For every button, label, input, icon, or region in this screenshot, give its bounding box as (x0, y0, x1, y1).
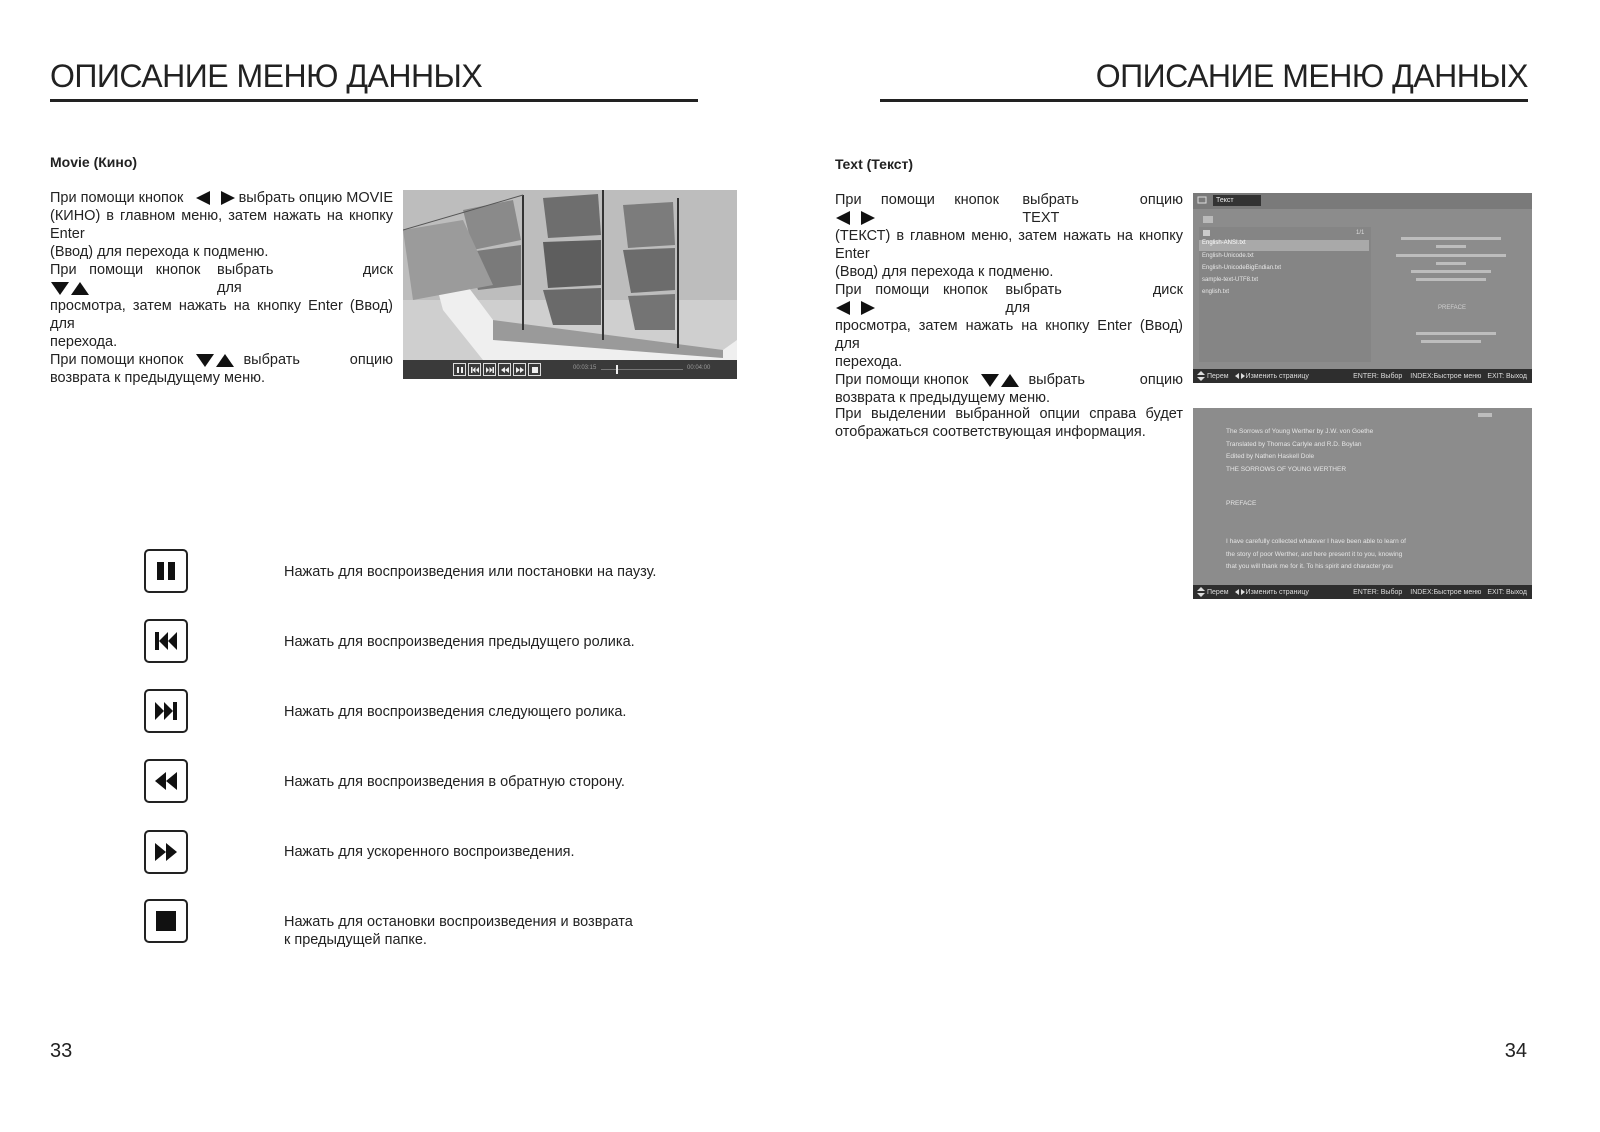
fast-forward-icon (144, 830, 188, 874)
text-line: перехода. (835, 354, 903, 370)
legend-text-line: к предыдущей папке. (284, 932, 427, 948)
reader-line: THE SORROWS OF YOUNG WERTHER (1226, 465, 1347, 473)
left-right-arrows-icon (835, 210, 877, 226)
reader-text-top (1226, 426, 1373, 476)
text-line: возврата к предыдущему меню. (835, 390, 1050, 406)
text-line: (Ввод) для перехода к подменю. (50, 244, 269, 260)
fast-forward-icon (516, 366, 524, 374)
text-tab-icon (1197, 196, 1207, 204)
footer-exit: EXIT: Выход (1487, 372, 1527, 380)
text-run: выбрать диск для (216, 262, 393, 296)
reader-line: Translated by Thomas Carlyle and R.D. Boylan (1226, 440, 1362, 448)
title-rule-left (50, 99, 698, 102)
text-run: При помощи кнопок (835, 192, 999, 208)
text-line: возврата к предыдущему меню. (50, 370, 265, 386)
legend-text: Нажать для воспроизведения следующего ролика. (284, 704, 627, 720)
control-legend-stop (144, 899, 188, 943)
page-number-left: 33 (50, 1040, 73, 1062)
pause-icon (144, 549, 188, 593)
stop-icon (531, 366, 539, 374)
preview-text-lines (1376, 227, 1526, 362)
menu-footer (1193, 369, 1532, 383)
reader-line: that you will thank me for it. To his spirit and character you (1226, 563, 1393, 570)
next-icon (486, 366, 494, 374)
file-list-item[interactable]: sample-text-UTF8.txt (1202, 277, 1259, 283)
left-right-arrows-icon (195, 190, 237, 206)
page-number-right: 34 (1504, 1040, 1527, 1062)
control-legend-previous (144, 619, 188, 663)
text-line: (КИНО) в главном меню, затем нажать на кнопку Enter (50, 208, 393, 242)
reader-text-bottom (1226, 536, 1406, 574)
footer-index: INDEX:Быстрое меню (1410, 588, 1482, 596)
text-line: отображаться соответствующая информация. (835, 424, 1146, 440)
text-run: При помощи кнопок (835, 282, 988, 298)
legend-text: Нажать для воспроизведения предыдущего ролика. (284, 634, 635, 650)
reader-footer (1193, 585, 1532, 599)
text-run: выбрать (1028, 372, 1085, 388)
text-run: выбрать (243, 352, 300, 368)
reader-line: Edited by Nathen Haskell Dole (1226, 453, 1315, 460)
legend-text: Нажать для воспроизведения в обратную сторону. (284, 774, 625, 790)
left-right-arrows-icon (835, 300, 877, 316)
pause-button[interactable] (453, 363, 466, 376)
rewind-icon (501, 366, 509, 374)
next-button[interactable] (483, 363, 496, 376)
text-run: выбрать опцию MOVIE (238, 190, 393, 206)
text-line: просмотра, затем нажать на кнопку Enter (Ввод) для (835, 318, 1183, 352)
legend-text: Нажать для ускоренного воспроизведения. (284, 844, 575, 860)
reader-line: I have carefully collected whatever I have been able to learn of (1226, 538, 1406, 545)
footer-index: INDEX:Быстрое меню (1410, 372, 1482, 380)
legend-text-line: Нажать для остановки воспроизведения и возврата (284, 914, 633, 930)
up-down-arrows-icon (1197, 587, 1205, 597)
text-line: перехода. (50, 334, 118, 350)
control-legend-pause (144, 549, 188, 593)
text-line: При выделении выбранной опции справа будет (835, 406, 1183, 422)
left-right-arrows-icon (1235, 589, 1245, 595)
mini-controls (453, 363, 543, 376)
movie-description (50, 189, 393, 387)
progress-track[interactable] (601, 369, 683, 370)
pause-icon (456, 366, 464, 374)
preview-panel (1376, 227, 1526, 362)
reader-line: The Sorrows of Young Werther by J.W. von Goethe (1226, 428, 1374, 435)
control-legend-rewind (144, 759, 188, 803)
legend-text: Нажать для воспроизведения или постановки на паузу. (284, 564, 657, 580)
previous-icon (471, 366, 479, 374)
text-run: При помощи кнопок (50, 190, 184, 206)
file-list-item[interactable]: English-Unicode.txt (1202, 253, 1254, 259)
left-right-arrows-icon (1235, 373, 1245, 379)
reader-line: the story of poor Werther, and here present it to you, knowing (1226, 550, 1403, 558)
reader-preface: PREFACE (1226, 500, 1257, 507)
movie-screenshot (403, 190, 737, 379)
time-current: 00:03:15 (573, 365, 597, 371)
footer-page: Изменить страницу (1245, 588, 1309, 596)
text-run: При помощи кнопок (50, 262, 201, 278)
text-line: просмотра, затем нажать на кнопку Enter (Ввод) для (50, 298, 393, 332)
page-title-right: ОПИСАНИЕ МЕНЮ ДАННЫХ (1095, 58, 1528, 94)
text-run: выбрать опцию TEXT (1022, 192, 1183, 226)
text-run: опцию (349, 352, 393, 368)
footer-move: Перем (1207, 372, 1229, 380)
player-control-bar (403, 360, 737, 379)
folder-icon (1203, 215, 1213, 223)
page-title-left: ОПИСАНИЕ МЕНЮ ДАННЫХ (50, 58, 483, 94)
footer-page: Изменить страницу (1245, 372, 1309, 380)
footer-move: Перем (1207, 588, 1229, 596)
up-folder-icon (1203, 230, 1210, 236)
control-legend-fast-forward (144, 830, 188, 874)
rewind-button[interactable] (498, 363, 511, 376)
text-run: опцию (1139, 372, 1183, 388)
down-up-arrows-icon (50, 280, 90, 296)
previous-icon (144, 619, 188, 663)
page-count: 1/1 (1356, 230, 1365, 236)
text-line: (ТЕКСТ) в главном меню, затем нажать на кнопку Enter (835, 228, 1183, 262)
footer-exit: EXIT: Выход (1487, 588, 1527, 596)
section-heading-text: Text (Текст) (835, 156, 914, 172)
preview-keyword: PREFACE (1438, 305, 1467, 311)
file-list-item[interactable]: english.txt (1202, 289, 1230, 295)
text-run: выбрать диск для (1005, 282, 1183, 316)
text-line: (Ввод) для перехода к подменю. (835, 264, 1054, 280)
section-heading-movie: Movie (Кино) (50, 154, 138, 170)
file-list-item[interactable]: English-ANSI.txt (1199, 240, 1369, 251)
footer-enter: ENTER: Выбор (1353, 372, 1403, 380)
previous-button[interactable] (468, 363, 481, 376)
text-menu-screenshot (1193, 193, 1532, 383)
text-run: При помощи кнопок (835, 372, 969, 388)
progress-knob[interactable] (616, 365, 618, 374)
text-run: При помощи кнопок (50, 352, 184, 368)
legend-text (284, 913, 633, 949)
fast-forward-button[interactable] (513, 363, 526, 376)
down-up-arrows-icon (980, 372, 1020, 388)
rewind-icon (144, 759, 188, 803)
up-down-arrows-icon (1197, 371, 1205, 381)
title-rule-right (880, 99, 1528, 102)
stop-button[interactable] (528, 363, 541, 376)
down-up-arrows-icon (195, 352, 235, 368)
exit-icon (1478, 412, 1492, 418)
file-list-item[interactable]: English-UnicodeBigEndian.txt (1202, 265, 1282, 271)
text-reader-screenshot (1193, 408, 1532, 599)
selection-description (835, 405, 1183, 441)
next-icon (144, 689, 188, 733)
sailing-ship-image (403, 190, 737, 360)
control-legend-next (144, 689, 188, 733)
footer-enter: ENTER: Выбор (1353, 588, 1403, 596)
time-total: 00:04:00 (687, 365, 711, 371)
tab-text[interactable]: Текст (1213, 195, 1261, 206)
stop-icon (144, 899, 188, 943)
text-description (835, 191, 1183, 407)
